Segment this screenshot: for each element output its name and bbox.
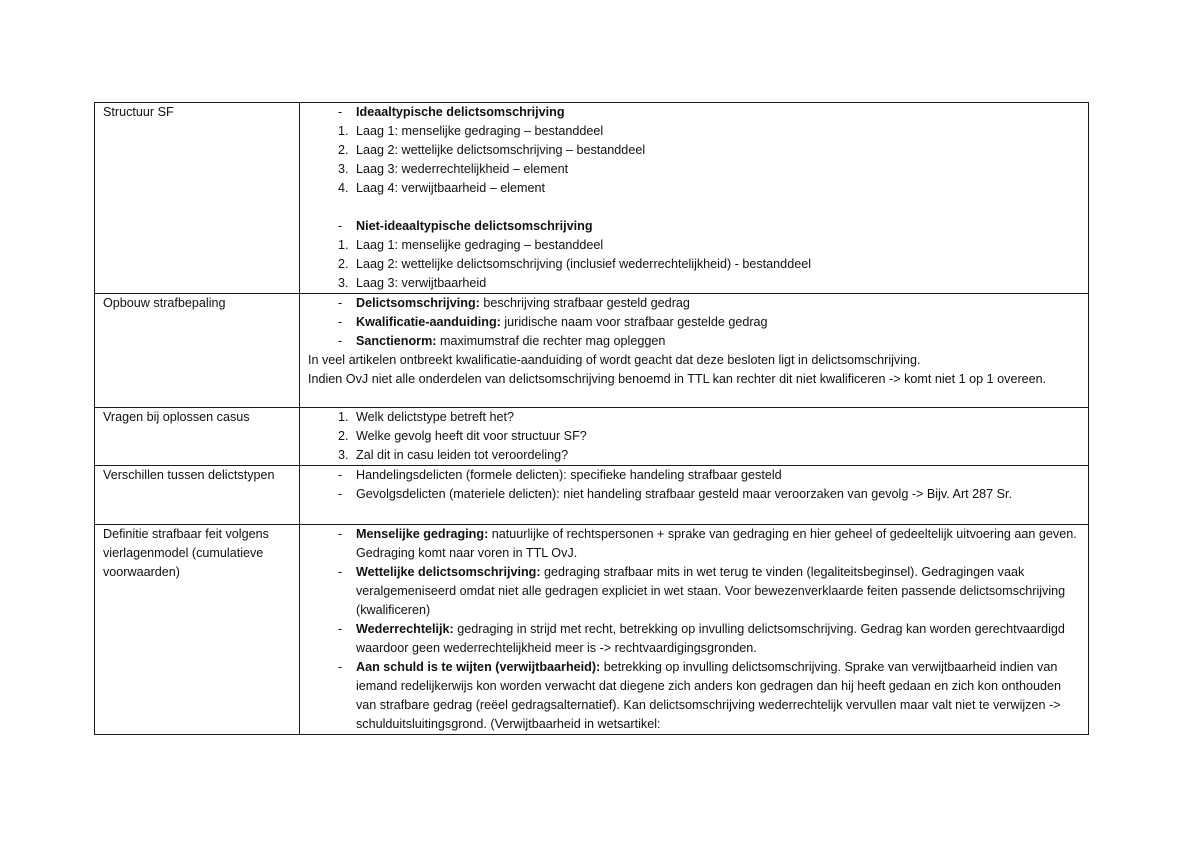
list-marker: 3. [338, 276, 349, 290]
list-item-text: gedraging in strijd met recht, betrekking op invulling delictsomschrijving. Gedrag kan worden gerechtvaardigd waardoor geen wederrechtelijkheid meer is -> rechtvaardigingsgronden. [356, 622, 1065, 655]
row-content [300, 408, 1089, 466]
list-item [308, 408, 1082, 427]
list-marker: - [338, 468, 343, 482]
list-marker: 1. [338, 238, 349, 252]
list-marker: - [338, 105, 343, 119]
list-item [308, 160, 1082, 179]
list-item [308, 485, 1082, 504]
list-marker: - [338, 487, 343, 501]
list-item [308, 427, 1082, 446]
list-marker: - [338, 315, 343, 329]
list-item [308, 525, 1082, 563]
row-content [300, 103, 1089, 294]
list-item-heading: Kwalificatie-aanduiding: [356, 315, 501, 329]
list-marker: 2. [338, 429, 349, 443]
row-label: Verschillen tussen delictstypen [95, 466, 300, 525]
list-marker: - [338, 622, 343, 636]
list-item-heading: Sanctienorm: [356, 334, 437, 348]
list-item [308, 274, 1082, 293]
row-content [300, 294, 1089, 408]
list-item-text: Laag 1: menselijke gedraging – bestanddeel [356, 124, 604, 138]
list-item [308, 658, 1082, 734]
paragraph: Indien OvJ niet alle onderdelen van delictsomschrijving benoemd in TTL kan rechter dit niet kwalificeren -> komt niet 1 op 1 overeen. [308, 372, 1047, 386]
list-marker: - [338, 527, 343, 541]
table-row [95, 294, 1089, 408]
list-marker: 1. [338, 410, 349, 424]
list-item-heading: Wederrechtelijk: [356, 622, 454, 636]
list-marker: - [338, 334, 343, 348]
list-item-text: Laag 2: wettelijke delictsomschrijving (inclusief wederrechtelijkheid) - bestanddeel [356, 257, 811, 271]
list-marker: 2. [338, 257, 349, 271]
list-marker: - [338, 565, 343, 579]
row-label: Vragen bij oplossen casus [95, 408, 300, 466]
table-row [95, 408, 1089, 466]
list-item [308, 294, 1082, 313]
list-item-text: beschrijving strafbaar gesteld gedrag [479, 296, 690, 310]
paragraph: In veel artikelen ontbreekt kwalificatie-aanduiding of wordt geacht dat deze besloten ligt in delictsomschrijving. [308, 353, 921, 367]
list-marker: - [338, 660, 343, 674]
list-item-text: natuurlijke of rechtspersonen + sprake van gedraging en hier geheel of gedeeltelijk uitvoering aan geven. Gedraging komt naar voren in TTL OvJ. [356, 527, 1077, 560]
list-item-text: Laag 2: wettelijke delictsomschrijving – bestanddeel [356, 143, 646, 157]
list-item-heading: Delictsomschrijving: [356, 296, 480, 310]
list-marker: 3. [338, 448, 349, 462]
row-content [300, 525, 1089, 735]
row-label: Opbouw strafbepaling [95, 294, 300, 408]
list-item [308, 313, 1082, 332]
list-item [308, 122, 1082, 141]
list-marker: 3. [338, 162, 349, 176]
table-row [95, 466, 1089, 525]
row-label: Definitie strafbaar feit volgens vierlagenmodel (cumulatieve voorwaarden) [95, 525, 300, 735]
list-item [308, 179, 1082, 198]
list-item-heading: Niet-ideaaltypische delictsomschrijving [356, 219, 593, 233]
list-item-heading: Aan schuld is te wijten (verwijtbaarheid): [356, 660, 601, 674]
list-item-text: Laag 4: verwijtbaarheid – element [356, 181, 546, 195]
table-row [95, 103, 1089, 294]
list-item-text: juridische naam voor strafbaar gestelde gedrag [500, 315, 768, 329]
list-item [308, 620, 1082, 658]
list-item [308, 217, 1082, 236]
list-item [308, 141, 1082, 160]
notes-table [94, 102, 1089, 735]
row-label: Structuur SF [95, 103, 300, 294]
list-item-text: Welke gevolg heeft dit voor structuur SF? [356, 429, 587, 443]
list-item [308, 236, 1082, 255]
list-item [308, 446, 1082, 465]
list-marker: - [338, 296, 343, 310]
list-item-heading: Wettelijke delictsomschrijving: [356, 565, 541, 579]
spacer [308, 198, 1082, 217]
row-content [300, 466, 1089, 525]
list-item-text: betrekking op invulling delictsomschrijving. Sprake van verwijtbaarheid indien van iemand redelijkerwijs kon worden verwacht dat diegene zich anders kon gedragen dan hij heeft gedaan en zich kon onthouden van strafbare gedrag (reëel gedragsalternatief). Kan delictsomschrijving wederrechtelijk vervullen maar valt niet te verwijzen -> schulduitsluitingsgrond. (Verwijtbaarheid in wetsartikel: [356, 660, 1062, 731]
list-item-text: Welk delictstype betreft het? [356, 410, 514, 424]
list-item [308, 466, 1082, 485]
list-item-text: Laag 1: menselijke gedraging – bestanddeel [356, 238, 604, 252]
table-row [95, 525, 1089, 735]
list-item-text: gedraging strafbaar mits in wet terug te vinden (legaliteitsbeginsel). Gedragingen vaak veralgemeniseerd omdat niet alle gedragen expliciet in wet staan. Voor bewezenverklaarde feiten passende delictsomschrijving (kwalificeren) [356, 565, 1066, 617]
list-item-text: Handelingsdelicten (formele delicten): specifieke handeling strafbaar gesteld [356, 468, 782, 482]
list-marker: 4. [338, 181, 349, 195]
list-marker: 2. [338, 143, 349, 157]
list-item-text: Zal dit in casu leiden tot veroordeling? [356, 448, 569, 462]
list-item-text: Gevolgsdelicten (materiele delicten): niet handeling strafbaar gesteld maar veroorzaken van gevolg -> Bijv. Art 287 Sr. [356, 487, 1013, 501]
list-item-heading: Menselijke gedraging: [356, 527, 489, 541]
list-item-text: maximumstraf die rechter mag opleggen [436, 334, 666, 348]
list-item [308, 103, 1082, 122]
list-item [308, 255, 1082, 274]
list-item [308, 563, 1082, 620]
list-marker: - [338, 219, 343, 233]
list-item-text: Laag 3: wederrechtelijkheid – element [356, 162, 569, 176]
list-item-text: Laag 3: verwijtbaarheid [356, 276, 487, 290]
list-item-heading: Ideaaltypische delictsomschrijving [356, 105, 565, 119]
list-item [308, 332, 1082, 351]
list-marker: 1. [338, 124, 349, 138]
